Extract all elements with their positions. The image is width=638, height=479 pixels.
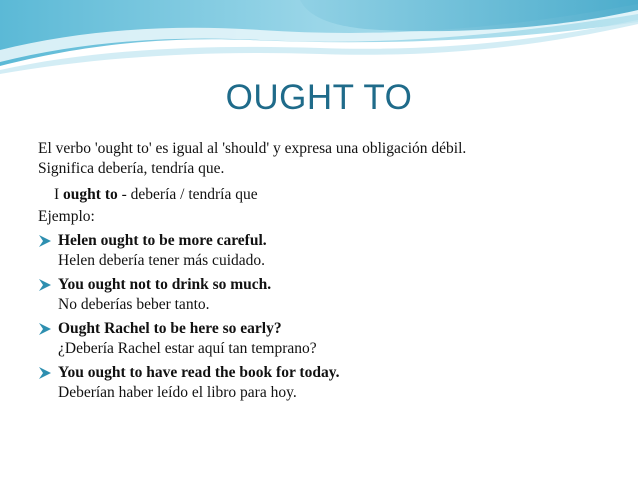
example-spanish: Helen debería tener más cuidado. [58,252,266,269]
example-item [38,231,618,271]
example-english: You ought to have read the book for today. [58,364,340,381]
pattern-line [38,185,618,205]
intro-line-2: Significa debería, tendría que. [38,160,225,177]
arrow-bullet-icon [38,278,52,292]
example-english: You ought not to drink so much. [58,276,272,293]
arrow-bullet-icon [38,234,52,248]
example-item [38,319,618,359]
example-spanish: No deberías beber tanto. [58,296,210,313]
pattern-meaning: - debería / tendría que [117,186,258,203]
slide-body [38,139,618,403]
example-label: Ejemplo: [38,208,95,225]
example-english: Ought Rachel to be here so early? [58,320,282,337]
arrow-bullet-icon [38,322,52,336]
arrow-bullet-icon [38,366,52,380]
example-item [38,363,618,403]
example-spanish: ¿Debería Rachel estar aquí tan temprano? [58,340,317,357]
example-spanish: Deberían haber leído el libro para hoy. [58,384,297,401]
pattern-pronoun: I [54,186,64,203]
pattern-phrase: ought to [63,186,118,203]
intro-line-1: El verbo 'ought to' es igual al 'should' y expresa una obligación débil. [38,140,467,157]
example-english: Helen ought to be more careful. [58,232,267,249]
example-item [38,275,618,315]
page-title: OUGHT TO [225,78,413,117]
wave-banner [0,0,638,80]
